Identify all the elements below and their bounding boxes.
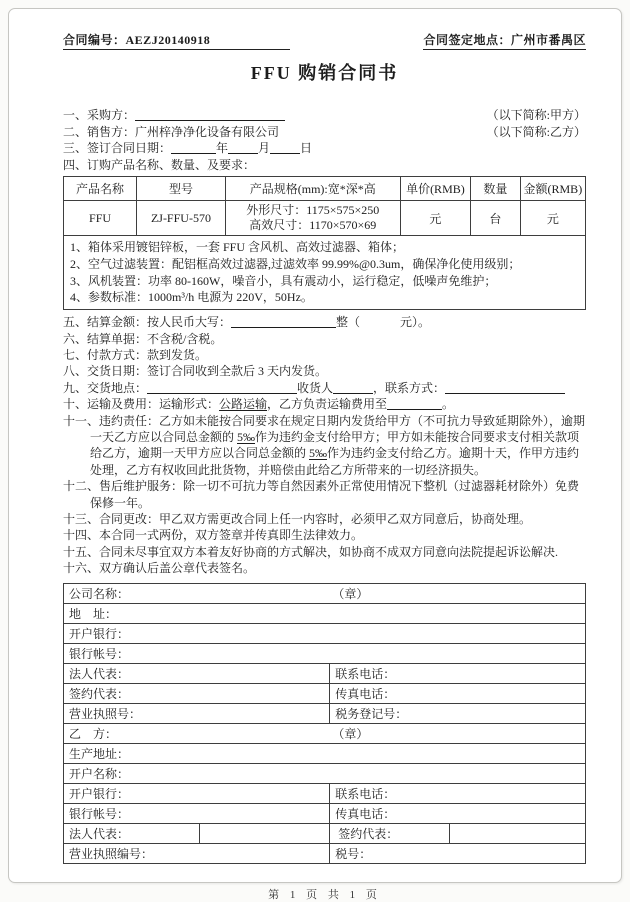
text-segment: 5‰ xyxy=(309,446,328,461)
text-segment: 作为违约金支付给乙方。逾期十天，作甲方违约处理，乙方有权收回此批货物，并赔偿由此给乙方所带来的一切经济损失。 xyxy=(90,446,580,477)
product-table-header-cell: 型号 xyxy=(137,177,226,201)
party-field-label: 签约代表： xyxy=(335,826,399,841)
party-field-label: 签约代表： xyxy=(69,686,130,701)
party-field-cell xyxy=(64,703,330,723)
text-segment: 月 xyxy=(258,141,271,155)
gap xyxy=(360,315,400,328)
text-segment: 十六、双方确认后盖公章代表签名。 xyxy=(63,561,256,576)
text-segment: 作为违约金支付给甲方；甲方如未能按合同要求支付相关款项给乙方，逾期一天甲方应以合同总金额的 xyxy=(90,430,580,461)
product-notes-row xyxy=(64,236,586,310)
party-table-row xyxy=(64,723,586,743)
fill-in-blank xyxy=(387,396,442,410)
party-table-row xyxy=(64,663,586,683)
party-field-cell xyxy=(330,823,450,843)
party-field-cell xyxy=(64,743,586,763)
text-segment: 二、销售方：广州梓净净化设备有限公司 xyxy=(63,124,280,139)
product-note: 4、参数标准：1000m³/h 电源为 220V，50Hz。 xyxy=(70,290,313,305)
party-table-row xyxy=(64,703,586,723)
term-item xyxy=(63,380,586,396)
product-cell: ZJ-FFU-570 xyxy=(137,201,226,236)
party-table-row xyxy=(64,763,586,783)
party-field-label: 联系电话： xyxy=(335,666,396,681)
stamp-placeholder: （章） xyxy=(332,726,369,741)
signing-place-value: 广州市番禺区 xyxy=(510,33,586,47)
party-field-label: 银行帐号： xyxy=(69,806,130,821)
party-field-cell xyxy=(330,663,586,683)
party-field-label: 传真电话： xyxy=(335,806,396,821)
text-segment: 五、结算金额：按人民币大写： xyxy=(63,315,232,330)
intro-section xyxy=(63,107,586,173)
party-table-row xyxy=(64,583,586,603)
term-item xyxy=(63,396,586,412)
text-segment: 年 xyxy=(216,141,229,155)
party-field-label: 法人代表： xyxy=(69,826,130,841)
text-segment: 三、签订合同日期： xyxy=(63,141,172,155)
party-table-row xyxy=(64,623,586,643)
party-field-label: 乙 方： xyxy=(69,726,118,741)
product-note: 1、箱体采用镀铝锌板，一套 FFU 含风机、高效过滤器、箱体； xyxy=(70,240,405,254)
spec-line: 高效尺寸：1170×570×69 xyxy=(249,218,377,232)
text-segment: 十、运输及费用：运输形式： xyxy=(63,397,220,412)
text-segment: 八、交货日期：签订合同收到全款后 3 天内发货。 xyxy=(63,364,328,379)
party-field-cell xyxy=(199,823,330,843)
product-table-header-cell: 产品名称 xyxy=(64,177,137,201)
party-field-label: 营业执照号： xyxy=(69,706,142,721)
party-field-label: 传真电话： xyxy=(335,686,396,701)
signing-place xyxy=(423,31,586,50)
party-field-label: 公司名称： xyxy=(69,586,130,601)
product-table-header-cell: 单价(RMB) xyxy=(400,177,470,201)
product-cell: 元 xyxy=(400,201,470,236)
product-row xyxy=(64,201,586,236)
text-segment: 十五、合同未尽事宜双方本着友好协商的方式解决，如协商不成双方同意向法院提起诉讼解决. xyxy=(63,544,559,559)
party-field-label: 税务登记号： xyxy=(335,706,408,721)
contract-number-value: AEZJ20140918 xyxy=(125,33,211,47)
party-field-cell xyxy=(64,663,330,683)
product-note: 2、空气过滤装置：配铝框高效过滤器,过滤效率 99.99%@0.3um，确保净化使用级别； xyxy=(70,256,521,271)
fill-in-blank xyxy=(445,380,565,394)
party-table-row xyxy=(64,823,586,843)
text-segment: 。 xyxy=(442,397,455,412)
party-field-cell xyxy=(64,683,330,703)
term-item xyxy=(63,314,586,330)
party-table-row xyxy=(64,783,586,803)
text-segment: 十二、售后维护服务：除一切不可抗力等自然因素外正常使用情况下整机（过滤器耗材除外）免费保修一年。 xyxy=(63,479,580,510)
fill-in-blank xyxy=(171,140,216,154)
product-notes-cell xyxy=(64,236,586,310)
product-table xyxy=(63,176,586,310)
text-segment: 收货人 xyxy=(297,380,334,395)
text-segment: 整（ xyxy=(336,315,361,330)
text-segment: ，乙方负责运输费用至 xyxy=(267,397,388,412)
party-short-name: （以下简称:乙方） xyxy=(486,124,586,139)
party-field-cell xyxy=(64,603,586,623)
fill-in-blank xyxy=(333,380,373,394)
product-cell: 台 xyxy=(471,201,521,236)
text-segment: 十四、本合同一式两份，双方签章并传真即生法律效力。 xyxy=(63,528,364,543)
term-item xyxy=(63,560,586,576)
party-field-label: 开户银行： xyxy=(69,786,130,801)
party-table-row xyxy=(64,683,586,703)
party-field-cell xyxy=(330,803,586,823)
party-field-label: 生产地址： xyxy=(69,746,130,761)
product-note: 3、风机装置：功率 80-160W，噪音小，具有震动小，运行稳定，低噪声免维护； xyxy=(70,273,497,288)
page-header xyxy=(63,31,586,50)
party-field-cell xyxy=(64,643,586,663)
intro-line xyxy=(63,140,586,157)
party-table-row xyxy=(64,603,586,623)
product-table-header-cell: 金额(RMB) xyxy=(520,177,585,201)
party-field-cell xyxy=(64,783,330,803)
stamp-placeholder: （章） xyxy=(332,586,369,601)
spec-line: 外形尺寸：1175×575×250 xyxy=(246,203,380,217)
party-field-cell xyxy=(330,783,586,803)
party-info-table xyxy=(63,583,586,864)
text-segment: 一、采购方： xyxy=(63,108,136,122)
fill-in-blank xyxy=(135,107,285,121)
fill-in-blank xyxy=(231,314,336,328)
fill-in-blank xyxy=(228,140,258,154)
terms-section xyxy=(63,314,586,577)
contract-page xyxy=(8,8,622,901)
party-field-cell xyxy=(64,803,330,823)
intro-line xyxy=(63,157,586,174)
term-item xyxy=(63,511,586,527)
text-segment: ，联系方式： xyxy=(373,380,446,395)
party-field-cell xyxy=(64,723,586,743)
text-segment: 九、交货地点： xyxy=(63,380,148,395)
product-spec-cell xyxy=(225,201,400,236)
party-field-cell xyxy=(330,683,586,703)
term-item xyxy=(63,363,586,379)
term-item xyxy=(63,544,586,560)
fill-in-blank xyxy=(147,380,297,394)
term-item xyxy=(63,478,586,511)
party-field-cell xyxy=(330,843,586,863)
party-table-row xyxy=(64,843,586,863)
contract-number-label: 合同编号： xyxy=(63,33,126,47)
party-short-name: （以下简称:甲方） xyxy=(486,108,586,122)
text-segment: 公路运输 xyxy=(219,397,268,412)
contract-number xyxy=(63,31,290,50)
party-field-cell xyxy=(64,823,200,843)
party-field-label: 法人代表： xyxy=(69,666,130,681)
text-segment: 四、订购产品名称、数量、及要求： xyxy=(63,157,256,172)
term-item xyxy=(63,347,586,363)
term-item xyxy=(63,331,586,347)
party-field-cell xyxy=(450,823,586,843)
party-field-label: 开户银行： xyxy=(69,626,130,641)
party-table-row xyxy=(64,743,586,763)
party-field-label: 联系电话： xyxy=(335,786,396,801)
product-table-header-cell: 产品规格(mm):宽*深*高 xyxy=(225,177,400,201)
intro-line xyxy=(63,107,586,124)
party-field-label: 开户名称： xyxy=(69,766,130,781)
party-field-cell xyxy=(64,843,330,863)
text-segment: 5‰ xyxy=(237,430,256,445)
text-segment: 六、结算单据：不含税/含税。 xyxy=(63,331,223,346)
party-field-label: 地 址： xyxy=(69,606,118,621)
party-field-cell xyxy=(64,583,586,603)
text-segment: 十三、合同更改：甲乙双方需更改合同上任一内容时，必须甲乙双方同意后，协商处理。 xyxy=(63,512,532,527)
party-field-cell xyxy=(64,763,586,783)
product-table-header-cell: 数量 xyxy=(471,177,521,201)
intro-line xyxy=(63,124,586,141)
party-field-label: 银行帐号： xyxy=(69,646,130,661)
party-table-row xyxy=(64,643,586,663)
term-item xyxy=(63,413,586,479)
text-segment: 日 xyxy=(300,141,313,155)
term-item xyxy=(63,527,586,543)
text-segment: 元）。 xyxy=(400,315,431,330)
product-table-header-row xyxy=(64,177,586,201)
text-segment: 十一、违约责任：乙方如未能按合同要求在规定日期内发货给甲方（不可抗力导致延期除外），逾期一天乙方应以合同总金额的 xyxy=(63,413,586,445)
party-field-cell xyxy=(330,703,586,723)
party-field-label: 税号： xyxy=(335,846,372,861)
party-field-cell xyxy=(64,623,586,643)
signing-place-label: 合同签定地点： xyxy=(423,33,511,47)
product-cell: 元 xyxy=(520,201,585,236)
text-segment: 七、付款方式：款到发货。 xyxy=(63,348,208,362)
fill-in-blank xyxy=(270,140,300,154)
party-field-label: 营业执照编号： xyxy=(69,846,154,861)
party-table-row xyxy=(64,803,586,823)
product-cell: FFU xyxy=(64,201,137,236)
document-title: FFU 购销合同书 xyxy=(250,63,399,83)
page-number: 第 1 页 共 1 页 xyxy=(268,888,381,901)
